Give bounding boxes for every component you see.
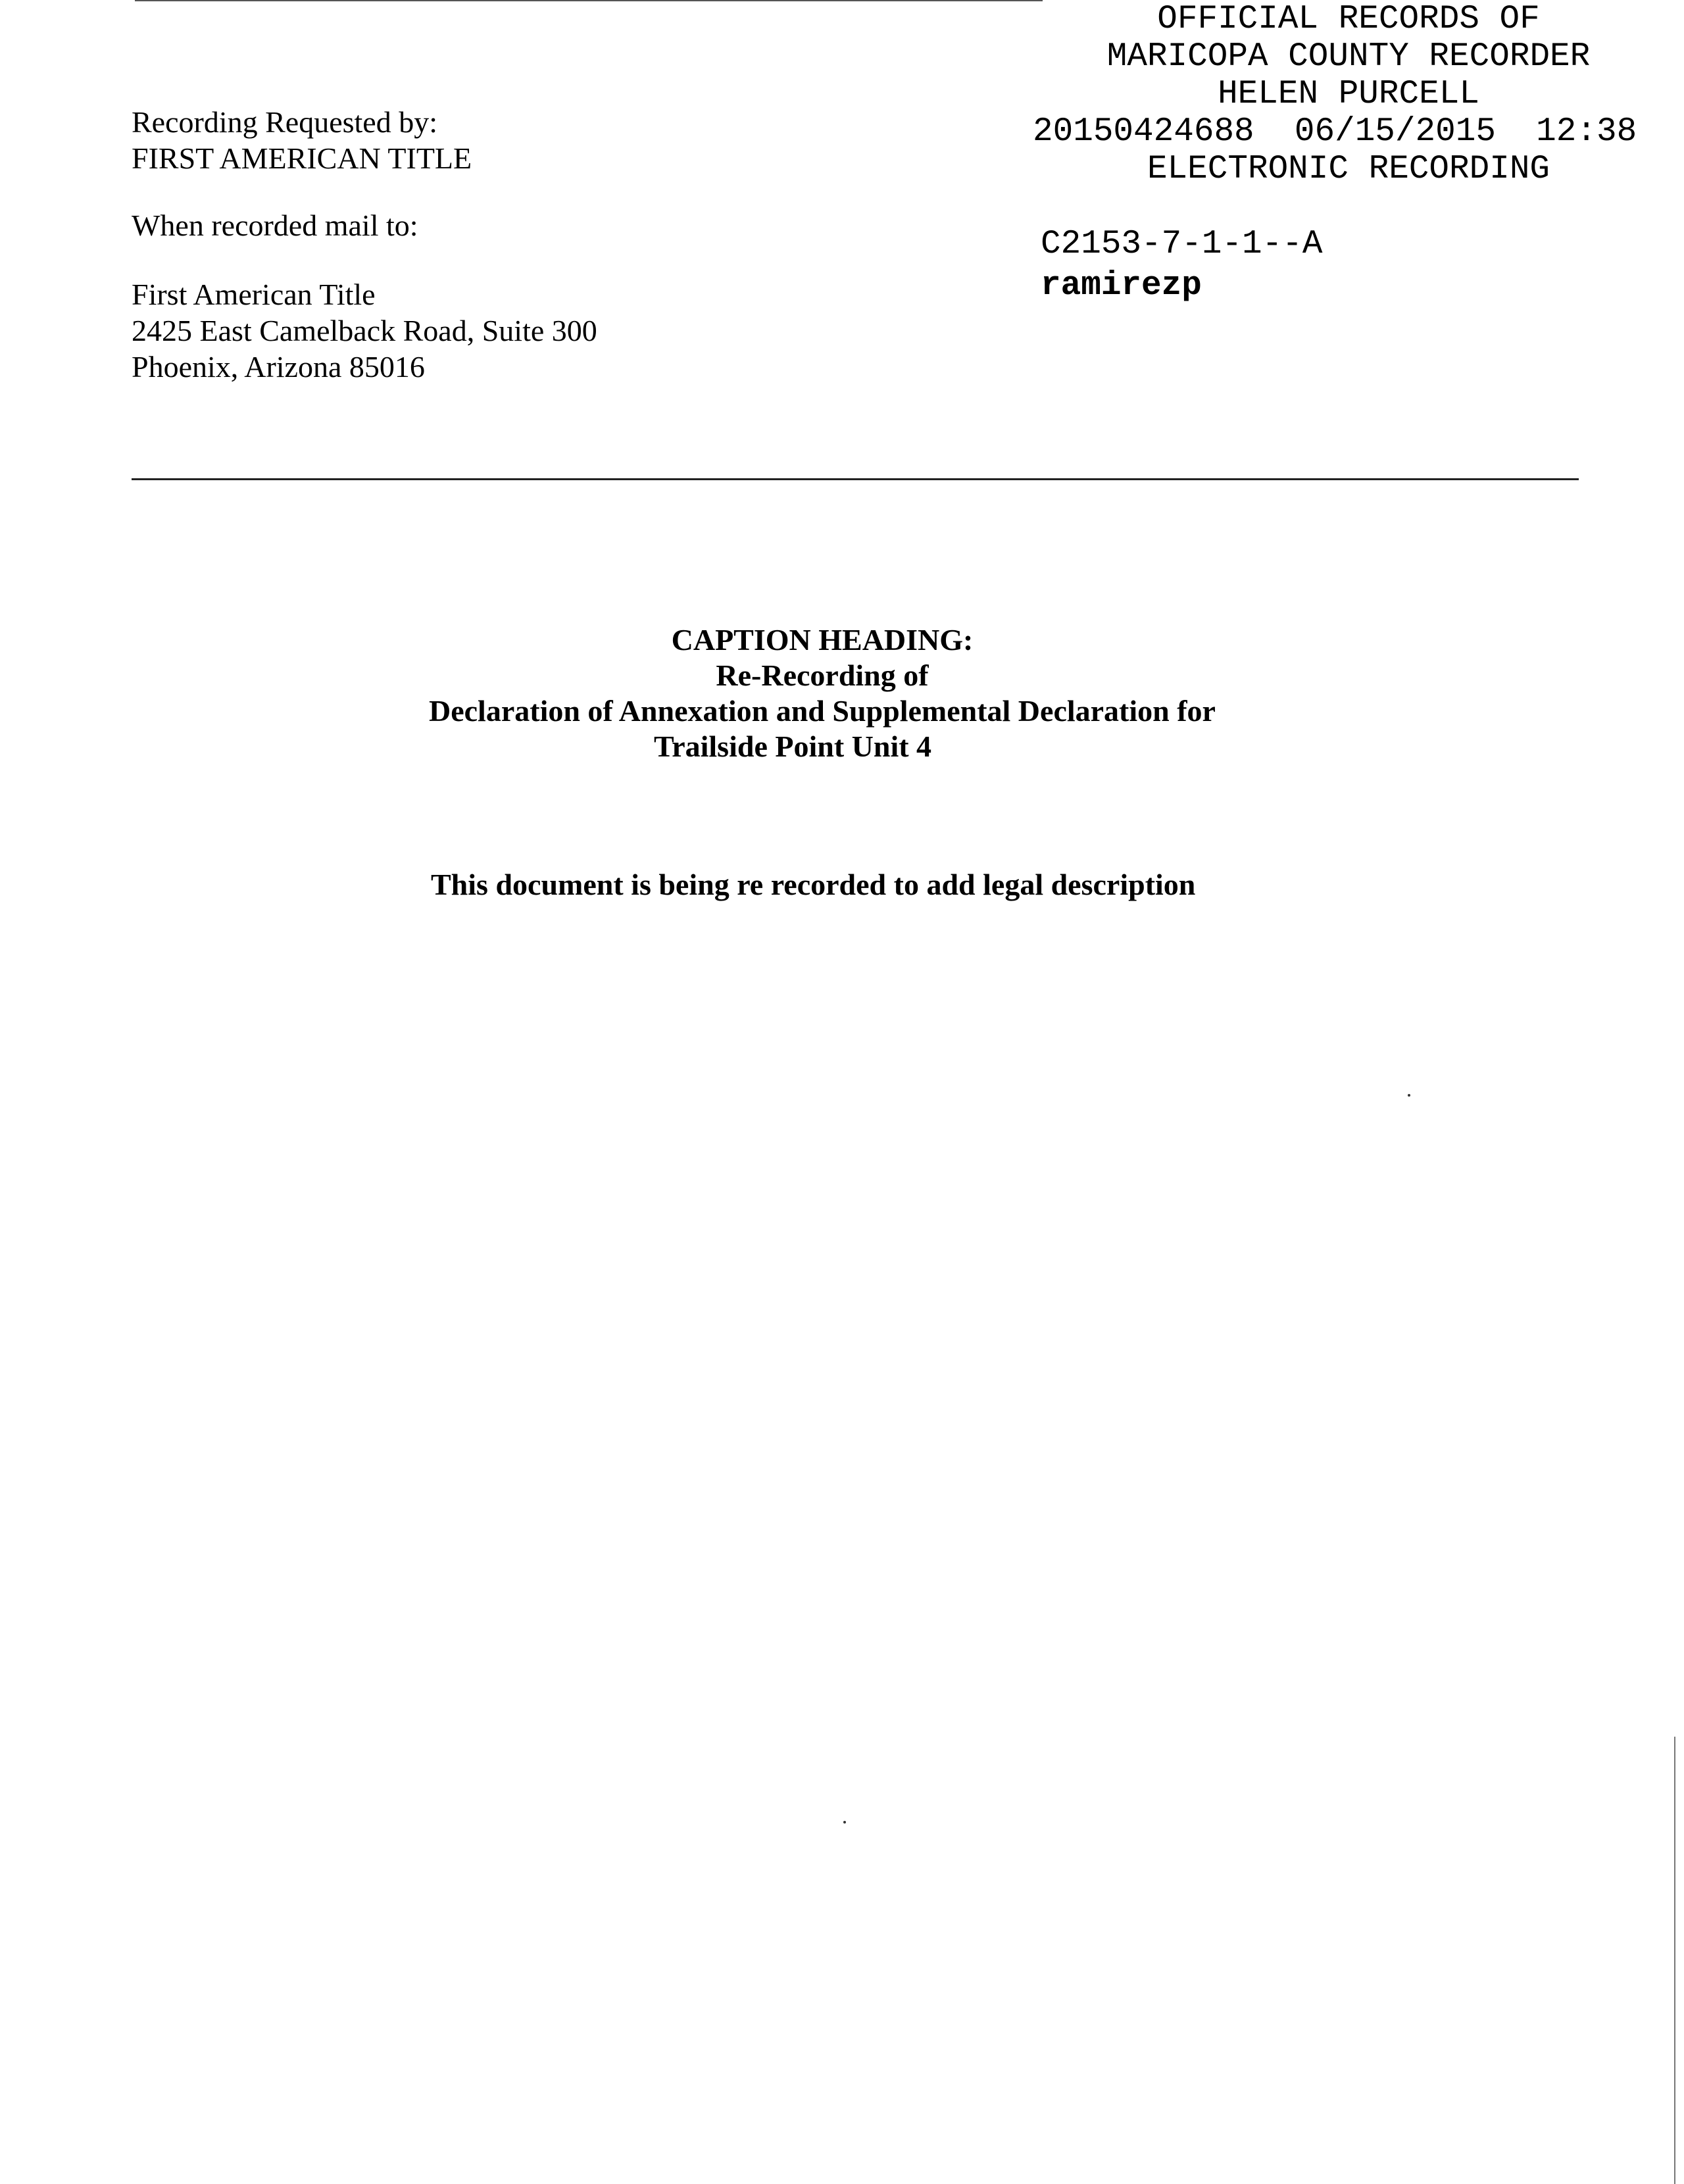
- stamp-recording-type: ELECTRONIC RECORDING: [1147, 151, 1550, 188]
- mail-to-name: First American Title: [132, 278, 376, 311]
- scan-speck: [843, 1821, 846, 1824]
- stamp-recording-number: 20150424688: [1033, 113, 1254, 151]
- header-divider: [132, 478, 1579, 480]
- stamp-recording-line: [1033, 113, 1664, 151]
- caption-heading: CAPTION HEADING:: [671, 623, 974, 657]
- mail-to-city-state-zip: Phoenix, Arizona 85016: [132, 350, 425, 384]
- stamp-official-records: OFFICIAL RECORDS OF: [1157, 1, 1540, 38]
- stamp-code-block: [1041, 224, 1322, 307]
- recording-requested-company: FIRST AMERICAN TITLE: [132, 141, 472, 175]
- top-edge-rule: [135, 0, 1043, 1]
- stamp-user: ramirezp: [1041, 267, 1202, 305]
- re-record-note: This document is being re recorded to add legal description: [431, 868, 1196, 901]
- caption-line-3: Trailside Point Unit 4: [653, 730, 932, 763]
- mail-to-street: 2425 East Camelback Road, Suite 300: [132, 314, 597, 347]
- recorder-stamp: [1033, 0, 1664, 188]
- caption-line-2: Declaration of Annexation and Supplemental Declaration for: [429, 694, 1216, 728]
- stamp-time: 12:38: [1536, 113, 1637, 151]
- stamp-county-recorder: MARICOPA COUNTY RECORDER: [1106, 38, 1591, 76]
- recording-info-block: [132, 104, 855, 385]
- scan-edge-line: [1674, 1737, 1675, 2184]
- stamp-recorder-name: HELEN PURCELL: [1218, 76, 1479, 113]
- mail-to-label: When recorded mail to:: [132, 209, 418, 242]
- caption-block: [421, 622, 1224, 764]
- stamp-date: 06/15/2015: [1294, 113, 1496, 151]
- stamp-code: C2153-7-1-1--A: [1041, 226, 1323, 263]
- scan-speck: [1408, 1094, 1410, 1097]
- caption-line-1: Re-Recording of: [716, 658, 929, 692]
- recording-requested-label: Recording Requested by:: [132, 105, 438, 139]
